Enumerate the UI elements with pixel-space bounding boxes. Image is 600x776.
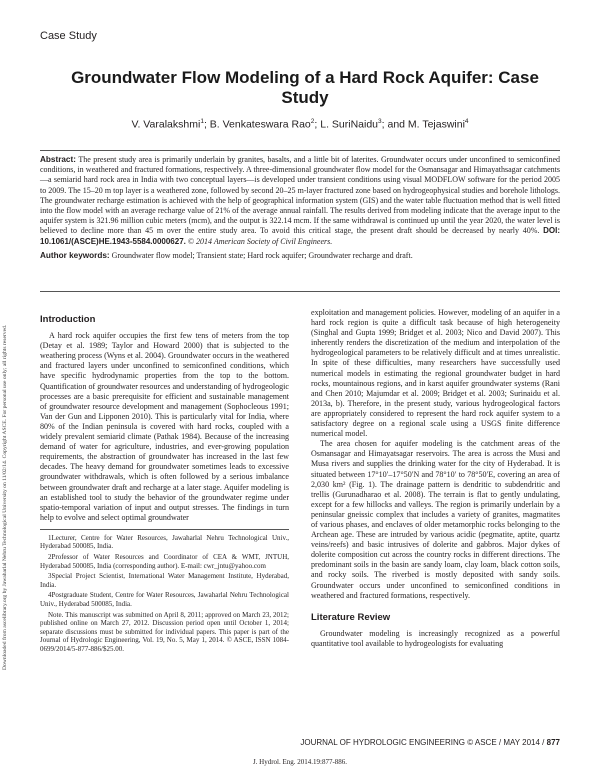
abstract-section: [40, 150, 560, 292]
keywords-label: Author keywords:: [40, 250, 110, 260]
journal-info: JOURNAL OF HYDROLOGIC ENGINEERING © ASCE / MAY 2014 /: [300, 738, 545, 747]
body-paragraph: exploitation and management policies. However, modeling of an aquifer in a hard rock region is quite a difficult task because of high heterogeneity (Singhal and Gupta 1999; Bridget et al. 2003; Nico and David 2007). This inherently renders the discretization of the medium and interpolation of the hydrogeological parameters to be relatively difficult and at times unrealistic. In spite of these difficulties, many researchers have successfully used numerical models in estimating the regional groundwater budget in hard rocks, mountainous regions, and in karst aquifer groundwater systems (Rani and Chen 2010; Majumdar et al. 2009; Bridget et al. 2003; Surinaidu et al. 2013a, b). Therefore, in the present study, various hydrogeological factors are appropriately considered to represent the hard rock aquifer system to a satisfactory degree on a regional scale using a USGS finite difference numerical model.: [311, 308, 560, 439]
left-column: [40, 308, 289, 656]
manuscript-note: Note. This manuscript was submitted on April 8, 2011; approved on March 23, 2012; published online on March 27, 2012. Discussion period open until October 1, 2014; separate discussions must be submitted for individual papers. This paper is part of the Journal of Hydrologic Engineering, Vol. 19, No. 5, May 1, 2014. © ASCE, ISSN 1084-0699/2014/5-877-886/$25.00.: [40, 610, 289, 653]
journal-footer: [300, 738, 560, 747]
author-affiliation-marker: 4: [464, 118, 469, 125]
author-name: L. SuriNaidu: [320, 118, 379, 131]
footnote: 4Postgraduate Student, Centre for Water Resources, Jawaharlal Nehru Technological Univ., Hyderabad 500085, India.: [40, 591, 289, 609]
citation-line: J. Hydrol. Eng. 2014.19:877-886.: [252, 758, 348, 766]
abstract: [40, 155, 560, 247]
author-list: [40, 118, 560, 131]
author-separator: ;: [314, 118, 321, 131]
author-name: V. Varalakshmi: [131, 118, 201, 131]
author-separator: ;: [203, 118, 210, 131]
author-affiliation-marker: 1: [200, 118, 204, 125]
right-column: [311, 308, 560, 649]
author-name: B. Venkateswara Rao: [209, 118, 311, 131]
body-paragraph: Groundwater modeling is increasingly recognized as a powerful quantitative tool available to hydrogeologists for evaluating: [311, 628, 560, 648]
doi-link[interactable]: 10.1061/(ASCE)HE.1943-5584.0000627.: [40, 236, 186, 246]
article-title: Groundwater Flow Modeling of a Hard Rock Aquifer: Case Study: [71, 68, 539, 107]
footnote: 1Lecturer, Centre for Water Resources, Jawaharlal Nehru Technological Univ., Hyderabad 500085, India.: [40, 533, 289, 551]
body-paragraph: The area chosen for aquifer modeling is the catchment areas of the Osmansagar and Himayatsagar reservoirs. The area is across the Musi and Musa rivers and supplies the drinking water for the city of Hyderabad. It is situated between 17°10′–17°50′N and 78°10′ to 78°50′E, covering an area of 2,030 km² (Fig. 1). The drainage pattern is dendritic to subdendritic and trellis (Gurunadharao et al. 2008). The terrain is flat to gently undulating, except for a few hillocks and valleys. The region is primarily underlain by a peninsular gneissic complex that includes a variety of granites, magmatites of various phases, and enclaves of older metamorphic rocks belonging to the Archean age. These are intruded by various acidic (pegmatite, aptite, quartz veins/reefs) and basic intrusives of dolerite and gabbros. Major dykes of dolerite composition cut across the country rocks in different directions. The predominant soils in the basin are sandy loam, clay loam, black cotton soils, and rocky soils. The riverbed is mostly deposited with sandy soils. Groundwater occurs under unconfined to semiconfined conditions in weathered and fractured formations, respectively.: [311, 439, 560, 600]
download-note: Downloaded from ascelibrary.org by Jawaharlal Nehru Technological University on 11/02/14. Copyright ASCE. For personal use only; all rights reserved.: [2, 324, 8, 670]
article-type-label: Case Study: [40, 30, 97, 42]
author-affiliation-marker: 3: [378, 118, 382, 125]
abstract-label: Abstract:: [40, 155, 76, 164]
author-footnotes: [40, 529, 289, 654]
author-separator: ; and: [381, 118, 408, 131]
copyright-notice: © 2014 American Society of Civil Engineers.: [187, 236, 333, 246]
keywords: [40, 251, 560, 261]
abstract-body: The present study area is primarily underlain by granites, basalts, and a little bit of laterites. Groundwater occurs under unconfined to semiconfined conditions, in weathered and fractured formations, respectively. A three-dimensional groundwater flow model for the Osmansagar and Himayathsagar catchments—a semiarid hard rock area in India with two conceptual layers—is developed under transient conditions using visual MODFLOW software for the period 2005 to 2009. The 15–20 m top layer is a weathered zone, followed by second 20–25 m-layer fractured zone based on hydrogeophysical studies and borehole lithologs. The groundwater recharge estimation is achieved with the help of geographical information system (GIS) and the water table fluctuation method that is well fitted into the flow model with an average recharge value of 21% of the average annual rainfall. The results derived from modeling indicate that the average input to the aquifer system is 321.96 million cubic meters (mcm), and the output is 322.14 mcm. If the same withdrawal is continued up until the year 2020, the water level is believed to decline more than 45 m over the entire study area. To avoid this critical stage, the present draft should be decreased by nearly 40%.: [40, 155, 560, 236]
introduction-heading: Introduction: [40, 314, 96, 325]
introduction-paragraph: A hard rock aquifer occupies the first few tens of meters from the top (Detay et al. 1989; Taylor and Howard 2000) that is subjected to the weathering process (Wyns et al. 2004). Groundwater occurs in the weathered and fractured layers under unconfined to semiconfined conditions, which have specific hydrodynamic properties from the top to the bottom. Quantification of groundwater resources and understanding of hydrogeologic processes are a basic prerequisite for efficient and sustainable management of groundwater resource development and management (Sophocleous 1991; Van der Gun and Lipponen 2010). This is particularly vital for India, where 80% of the Indian peninsula is covered with hard rocks, coupled with a widely prevalent semiarid climate (Pathak 1984). Because of the increasing demand of water for agriculture, industries, and ever-growing population requirements, the abstraction of groundwater has increased in the last few decades. The heavy demand for groundwater sometimes leads to excessive groundwater withdrawals, which is often followed by a serious imbalance between groundwater draft and recharge at a later stage. Aquifer modeling is an established tool to study the behavior of the groundwater regime under spatio-temporal variation of input and output stresses. The findings in turn help to evolve and select optimal groundwater: [40, 331, 289, 522]
footnote: 3Special Project Scientist, International Water Management Institute, Hyderabad, India.: [40, 572, 289, 589]
author-affiliation-marker: 2: [310, 118, 315, 125]
footnote: 2Professor of Water Resources and Coordinator of CEA & WMT, JNTUH, Hyderabad 500085, India (corresponding author). E-mail: cwr_jntu@yahoo.com: [40, 553, 289, 570]
doi-label: DOI:: [543, 226, 560, 236]
keywords-text: Groundwater flow model; Transient state; Hard rock aquifer; Groundwater recharge and draft.: [111, 250, 413, 260]
author-name: M. Tejaswini: [407, 118, 465, 131]
download-watermark: [2, 110, 12, 670]
literature-review-heading: Literature Review: [311, 611, 391, 623]
page-number: 877: [546, 738, 560, 747]
